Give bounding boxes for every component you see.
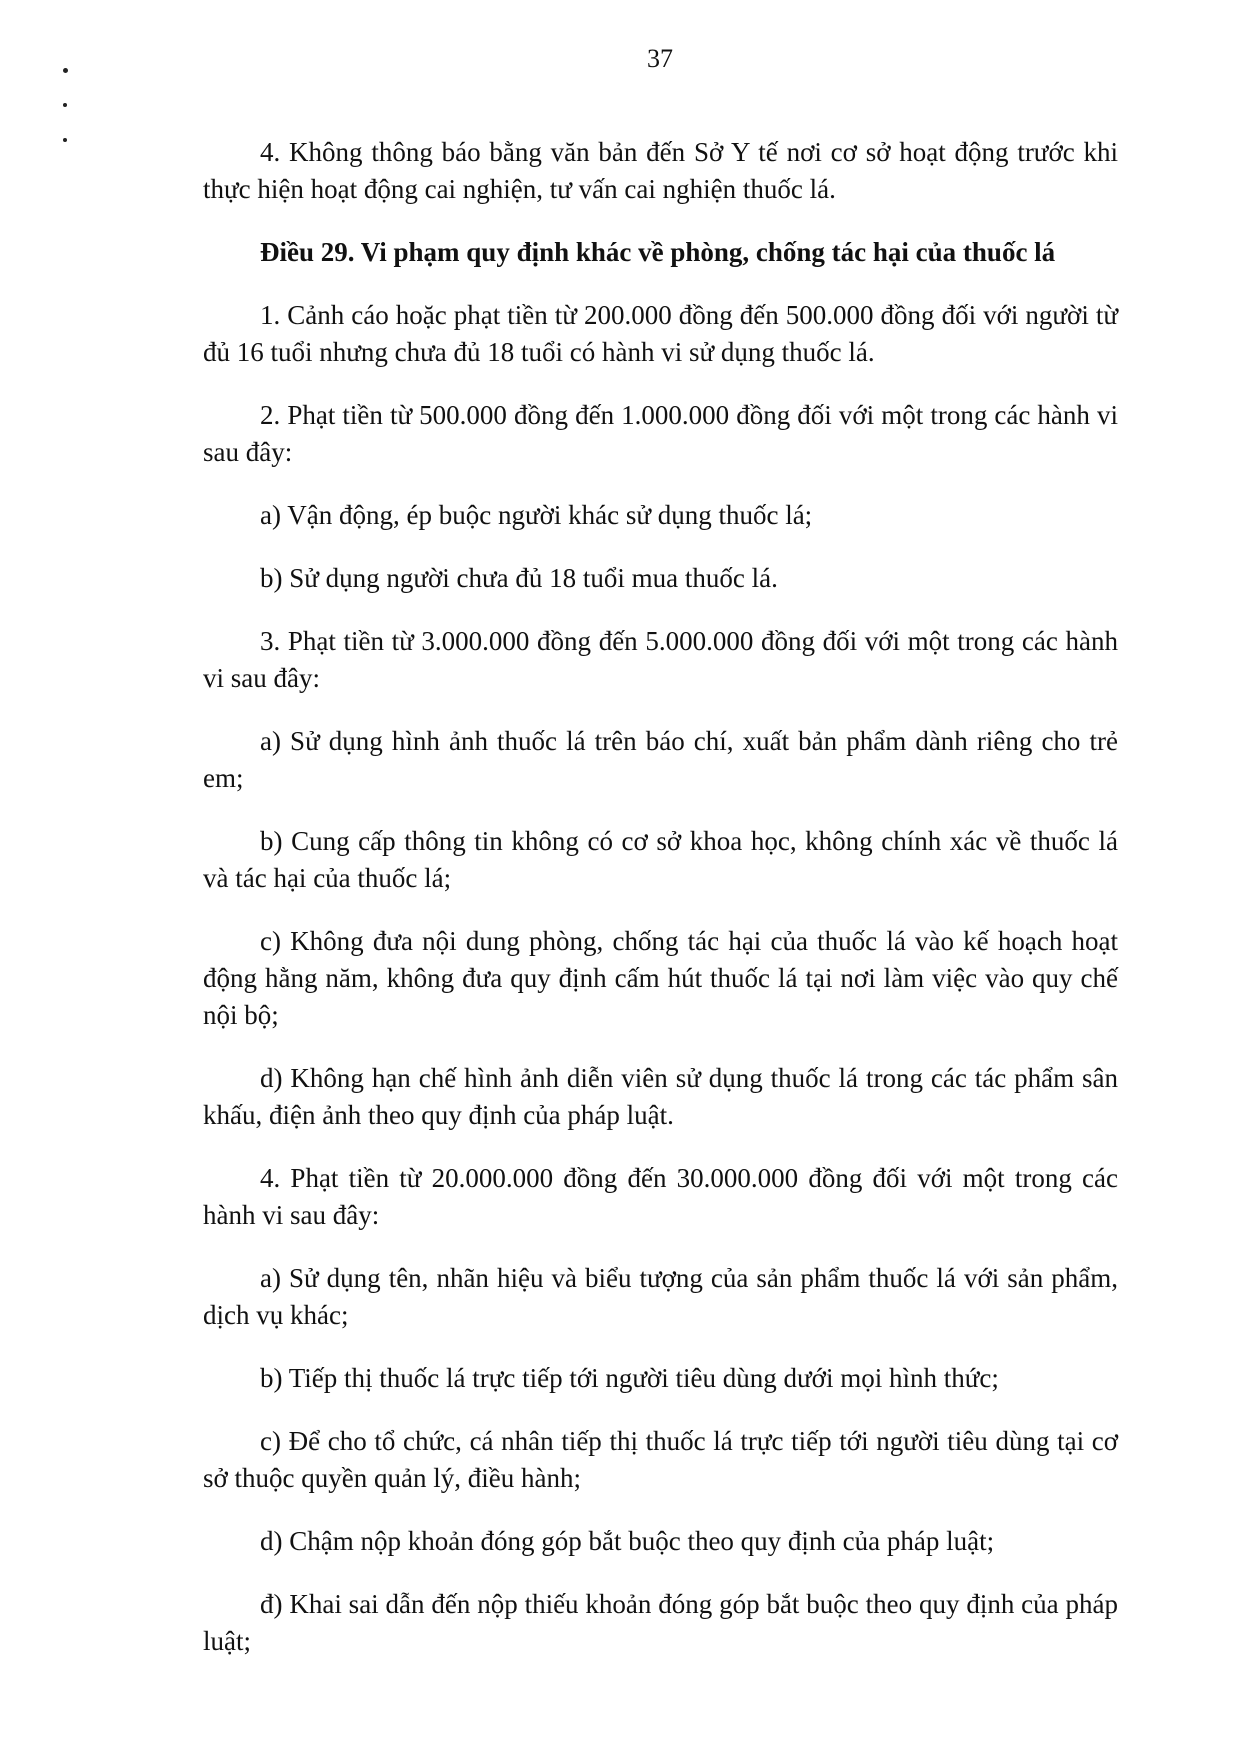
clause-paragraph: 4. Phạt tiền từ 20.000.000 đồng đến 30.000.000 đồng đối với một trong các hành vi sau đây: — [203, 1163, 1118, 1230]
margin-dot-mark — [63, 68, 68, 73]
clause-paragraph: c) Để cho tổ chức, cá nhân tiếp thị thuốc lá trực tiếp tới người tiêu dùng tại cơ sở thuộc quyền quản lý, điều hành; — [203, 1426, 1118, 1493]
clause-paragraph: 4. Không thông báo bằng văn bản đến Sở Y tế nơi cơ sở hoạt động trước khi thực hiện hoạt động cai nghiện, tư vấn cai nghiện thuốc lá. — [203, 137, 1118, 204]
article-heading: Điều 29. Vi phạm quy định khác về phòng, chống tác hại của thuốc lá — [260, 237, 1056, 267]
clause-paragraph: d) Chậm nộp khoản đóng góp bắt buộc theo quy định của pháp luật; — [260, 1526, 995, 1556]
clause-paragraph: 2. Phạt tiền từ 500.000 đồng đến 1.000.000 đồng đối với một trong các hành vi sau đây: — [203, 400, 1118, 467]
margin-dot-mark — [63, 138, 67, 142]
clause-paragraph: d) Không hạn chế hình ảnh diễn viên sử dụng thuốc lá trong các tác phẩm sân khấu, điện ảnh theo quy định của pháp luật. — [203, 1063, 1118, 1130]
clause-paragraph: 1. Cảnh cáo hoặc phạt tiền từ 200.000 đồng đến 500.000 đồng đối với người từ đủ 16 tuổi nhưng chưa đủ 18 tuổi có hành vi sử dụng thuốc lá. — [203, 300, 1118, 367]
clause-paragraph: 3. Phạt tiền từ 3.000.000 đồng đến 5.000.000 đồng đối với một trong các hành vi sau đây: — [203, 626, 1118, 693]
clause-paragraph: b) Sử dụng người chưa đủ 18 tuổi mua thuốc lá. — [260, 563, 778, 593]
clause-paragraph: b) Cung cấp thông tin không có cơ sở khoa học, không chính xác về thuốc lá và tác hại của thuốc lá; — [203, 826, 1118, 893]
clause-paragraph: b) Tiếp thị thuốc lá trực tiếp tới người tiêu dùng dưới mọi hình thức; — [260, 1363, 999, 1393]
page-number: 37 — [647, 44, 673, 73]
clause-paragraph: a) Sử dụng tên, nhãn hiệu và biểu tượng của sản phẩm thuốc lá với sản phẩm, dịch vụ khác; — [203, 1263, 1118, 1330]
clause-paragraph: a) Vận động, ép buộc người khác sử dụng thuốc lá; — [260, 500, 813, 530]
document-body — [203, 134, 1118, 1686]
clause-paragraph: a) Sử dụng hình ảnh thuốc lá trên báo chí, xuất bản phẩm dành riêng cho trẻ em; — [203, 726, 1118, 793]
clause-paragraph: đ) Khai sai dẫn đến nộp thiếu khoản đóng góp bắt buộc theo quy định của pháp luật; — [203, 1589, 1118, 1656]
clause-paragraph: c) Không đưa nội dung phòng, chống tác hại của thuốc lá vào kế hoạch hoạt động hằng năm, không đưa quy định cấm hút thuốc lá tại nơi làm việc vào quy chế nội bộ; — [203, 926, 1118, 1030]
margin-dot-mark — [63, 103, 67, 107]
